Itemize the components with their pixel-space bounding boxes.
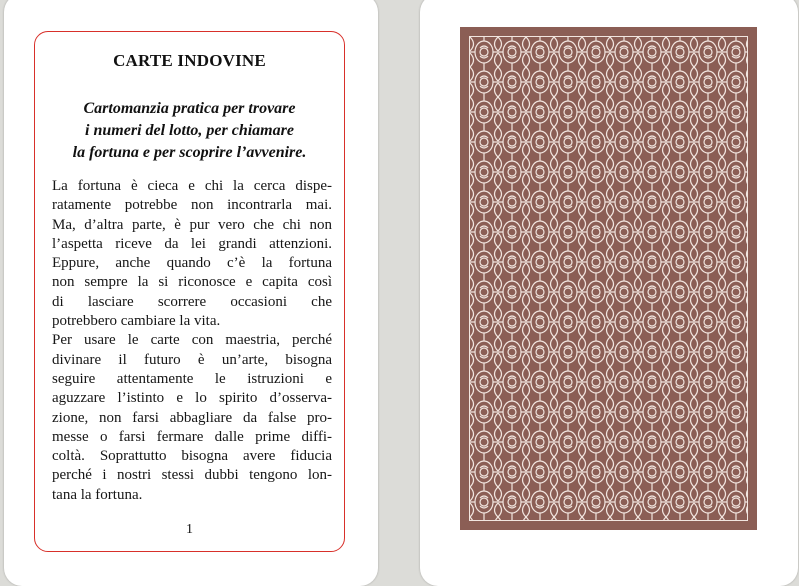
body-line: Ma, d’altra parte, è pur vero che chi non [52, 216, 332, 233]
body-line: di lasciare scorrere occasioni che [52, 293, 332, 310]
page-number: 1 [186, 522, 193, 537]
body-line: aguzzare l’istinto e lo spirito d’osserva- [52, 390, 332, 407]
body-line: non sempre la si riconosce e capita così [52, 274, 332, 291]
body-line: ratamente potrebbe non incontrarla mai. [52, 197, 332, 214]
subtitle-line: Cartomanzia pratica per trovare [83, 100, 296, 117]
body-line: l’aspetta riceve da lei grandi attenzioni. [52, 235, 332, 252]
ornamental-pattern [460, 27, 757, 530]
pattern-inner-border [469, 36, 748, 521]
card-title: CARTE INDOVINE [113, 51, 266, 70]
body-line: divinare il futuro è un’arte, bisogna [52, 351, 332, 368]
body-line: potrebbero cambiare la vita. [52, 313, 221, 330]
body-line: Per usare le carte con maestria, perché [52, 332, 332, 349]
card-back [420, 0, 798, 586]
body-line: perché i nostri stessi dubbi tengono lon- [52, 467, 332, 484]
body-line: tana la fortuna. [52, 486, 143, 503]
body-line: messe o farsi fermare dalle prime diffi- [52, 428, 332, 445]
subtitle-line: i numeri del lotto, per chiamare [85, 122, 294, 139]
card-body-text [52, 177, 332, 505]
body-line: zione, non farsi abbagliare da false pro- [52, 409, 332, 426]
knotwork-pattern-icon [470, 37, 748, 521]
subtitle-line: la fortuna e per scoprire l’avvenire. [72, 144, 307, 161]
body-line: coltà. Soprattutto bisogna avere fiducia [52, 448, 332, 465]
body-line: Eppure, anche quando c’è la fortuna [52, 255, 332, 272]
card-subtitle [44, 98, 335, 164]
body-line: seguire attentamente le istruzioni e [52, 370, 332, 387]
card-front [4, 0, 378, 586]
body-line: La fortuna è cieca e chi la cerca dispe- [52, 178, 332, 194]
